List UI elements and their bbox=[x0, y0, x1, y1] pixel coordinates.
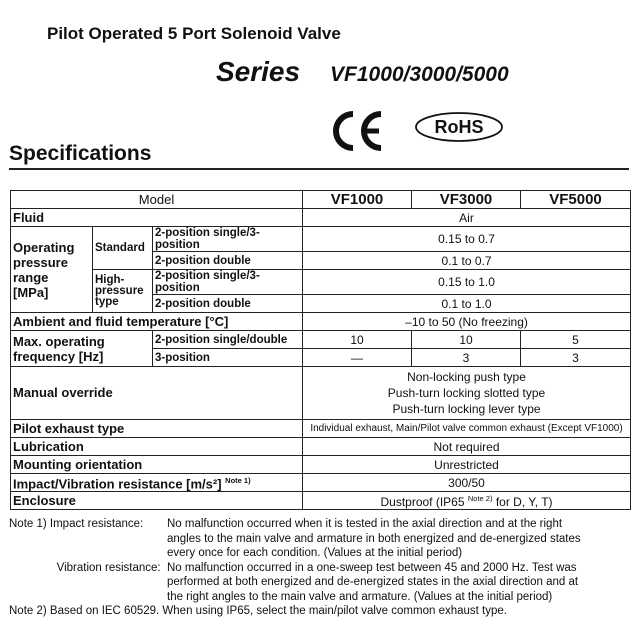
manual-override-line: Non-locking push type bbox=[407, 370, 526, 384]
section-title: Specifications bbox=[9, 142, 152, 165]
ce-mark-icon bbox=[327, 108, 387, 154]
frequency-vf1000: 10 bbox=[303, 331, 412, 349]
note-line: No malfunction occurred in a one-sweep test between 45 and 2000 Hz. Test was bbox=[167, 561, 577, 574]
model-vf5000: VF5000 bbox=[521, 191, 631, 209]
enclosure-value-a: Dustproof (IP65 bbox=[380, 495, 465, 510]
table-row bbox=[11, 227, 631, 252]
notes-section bbox=[9, 517, 635, 619]
lubrication-label: Lubrication bbox=[11, 438, 303, 456]
note-vibration bbox=[9, 561, 635, 605]
table-row bbox=[11, 331, 631, 349]
fluid-value: Air bbox=[303, 209, 631, 227]
ambient-temperature-label: Ambient and fluid temperature [°C] bbox=[11, 313, 303, 331]
standard-label: Standard bbox=[93, 227, 153, 270]
note-ref: Note 2) bbox=[467, 494, 493, 504]
rohs-mark bbox=[414, 111, 504, 143]
note-line: performed at both energized and de-energized states in the axial direction and at bbox=[167, 576, 579, 588]
table-row bbox=[11, 474, 631, 492]
pressure-value: 0.1 to 0.7 bbox=[303, 252, 631, 270]
frequency-vf3000: 10 bbox=[412, 331, 521, 349]
pilot-exhaust-label: Pilot exhaust type bbox=[11, 420, 303, 438]
pressure-value: 0.15 to 0.7 bbox=[303, 227, 631, 252]
note-line: the right angles to the main valve and armature. (Values at the initial period) bbox=[167, 590, 553, 603]
rohs-text: RoHS bbox=[434, 117, 484, 137]
note-ref: Note 1) bbox=[225, 476, 251, 485]
table-row bbox=[11, 270, 631, 295]
enclosure-value-b: for D, Y, T) bbox=[495, 495, 553, 510]
note-1-text bbox=[167, 517, 635, 561]
note-line: angles to the main valve and armature in both energized and de-energized states bbox=[167, 532, 581, 545]
pressure-value: 0.15 to 1.0 bbox=[303, 270, 631, 295]
model-vf1000: VF1000 bbox=[303, 191, 412, 209]
table-row bbox=[11, 420, 631, 438]
pilot-exhaust-value: Individual exhaust, Main/Pilot valve common exhaust (Except VF1000) bbox=[303, 420, 631, 438]
manual-override-line: Push-turn locking slotted type bbox=[387, 386, 546, 400]
high-pressure-label bbox=[93, 270, 153, 313]
vibration-key-text: Vibration resistance: bbox=[56, 561, 161, 574]
note-2: Note 2) Based on IEC 60529. When using IP65, select the main/pilot valve common exhaust type. bbox=[9, 605, 507, 617]
frequency-vf1000: — bbox=[303, 349, 412, 367]
note-line: every once for each condition. (Values at the initial period) bbox=[167, 547, 463, 559]
table-row bbox=[11, 367, 631, 420]
pressure-range-label bbox=[11, 227, 93, 313]
manual-override-value bbox=[303, 367, 631, 420]
pressure-type: 2-position double bbox=[153, 252, 303, 270]
pressure-value: 0.1 to 1.0 bbox=[303, 295, 631, 313]
specifications-table bbox=[10, 190, 631, 510]
ambient-temperature-value: –10 to 50 (No freezing) bbox=[303, 313, 631, 331]
table-row bbox=[11, 456, 631, 474]
fluid-label: Fluid bbox=[11, 209, 303, 227]
enclosure-label: Enclosure bbox=[11, 492, 303, 510]
pressure-label-line: range bbox=[13, 269, 49, 285]
table-header-row bbox=[11, 191, 631, 209]
high-pressure-line: High- bbox=[95, 273, 125, 286]
pressure-label-line: pressure bbox=[13, 254, 68, 270]
series-label: Series bbox=[216, 56, 301, 87]
section-divider bbox=[9, 168, 629, 170]
table-row bbox=[11, 492, 631, 510]
note-1 bbox=[9, 517, 635, 561]
mounting-orientation-value: Unrestricted bbox=[303, 456, 631, 474]
manual-override-label: Manual override bbox=[11, 367, 303, 420]
series-models: VF1000/3000/5000 bbox=[330, 63, 509, 86]
note-1-key: Note 1) Impact resistance: bbox=[9, 518, 144, 530]
pressure-type: 2-position single/3-position bbox=[153, 270, 303, 295]
page-subtitle: Pilot Operated 5 Port Solenoid Valve bbox=[47, 24, 341, 43]
enclosure-value bbox=[303, 492, 631, 510]
table-row bbox=[11, 209, 631, 227]
note-line: No malfunction occurred when it is tested in the axial direction and at the right bbox=[167, 518, 563, 530]
frequency-vf3000: 3 bbox=[412, 349, 521, 367]
mounting-orientation-label: Mounting orientation bbox=[11, 456, 303, 474]
table-row bbox=[11, 438, 631, 456]
table-row bbox=[11, 313, 631, 331]
lubrication-value: Not required bbox=[303, 438, 631, 456]
frequency-label bbox=[11, 331, 153, 367]
frequency-type: 2-position single/double bbox=[153, 331, 303, 349]
pressure-label-line: Operating bbox=[13, 239, 75, 255]
frequency-label-line: Max. operating bbox=[13, 333, 105, 349]
manual-override-line: Push-turn locking lever type bbox=[392, 402, 541, 416]
pressure-label-line: [MPa] bbox=[13, 284, 49, 300]
pressure-type: 2-position single/3-position bbox=[153, 227, 303, 252]
impact-vibration-label bbox=[11, 474, 303, 492]
vibration-key bbox=[9, 561, 167, 605]
vibration-text bbox=[167, 561, 635, 605]
high-pressure-line: pressure bbox=[95, 284, 144, 297]
frequency-vf5000: 5 bbox=[521, 331, 631, 349]
high-pressure-line: type bbox=[95, 295, 119, 308]
frequency-type: 3-position bbox=[153, 349, 303, 367]
impact-label-text: Impact/Vibration resistance [m/s²] bbox=[13, 476, 222, 492]
model-vf3000: VF3000 bbox=[412, 191, 521, 209]
frequency-label-line: frequency [Hz] bbox=[13, 348, 104, 364]
pressure-type: 2-position double bbox=[153, 295, 303, 313]
model-header: Model bbox=[11, 191, 303, 209]
impact-vibration-value: 300/50 bbox=[303, 474, 631, 492]
frequency-vf5000: 3 bbox=[521, 349, 631, 367]
